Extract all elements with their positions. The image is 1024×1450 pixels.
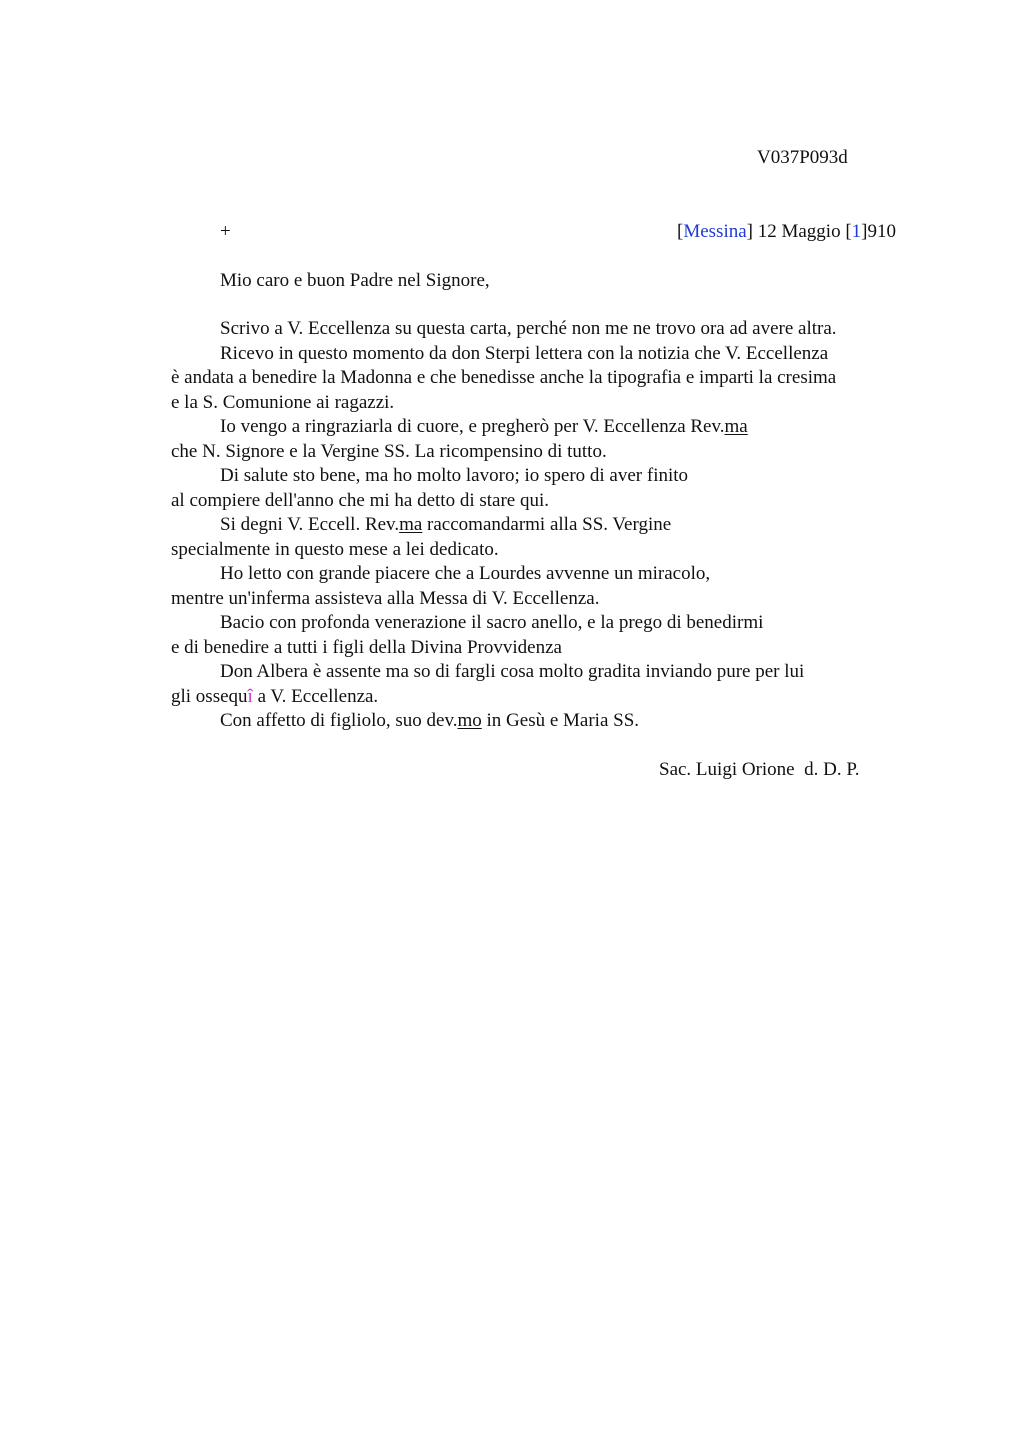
date-year-digit: 1 (851, 221, 862, 242)
closing-text-a: Con affetto di figliolo, suo dev. (220, 710, 458, 731)
abbreviation-ma: ma (399, 514, 423, 535)
date-year-rest: ]910 (861, 221, 896, 242)
paragraph-8-text-a: gli ossequ (171, 685, 248, 707)
paragraph-5-text-a: Si degni V. Eccell. Rev. (220, 514, 400, 535)
editorial-mark: î (247, 685, 253, 707)
paragraph-5-line-1 (171, 513, 911, 538)
paragraph-2-line-2: è andata a benedire la Madonna e che benedisse anche la tipografia e imparti la cresima (171, 367, 837, 388)
date-bracket-open: [ (677, 221, 684, 242)
paragraph-1-line-1: Scrivo a V. Eccellenza su questa carta, perché non me ne trovo ora ad avere altra. (220, 318, 837, 339)
date-day-month: ] 12 Maggio [ (746, 221, 852, 242)
letter-body (171, 317, 911, 734)
paragraph-7-line-2: e di benedire a tutti i figli della Divina Provvidenza (171, 636, 562, 658)
paragraph-5-line-2: specialmente in questo mese a lei dedicato. (171, 538, 499, 560)
document-id: V037P093d (757, 147, 848, 168)
salutation: Mio caro e buon Padre nel Signore, (220, 270, 490, 291)
abbreviation-ma: ma (724, 416, 748, 437)
paragraph-3-text: Io vengo a ringraziarla di cuore, e pregherò per V. Eccellenza Rev. (220, 416, 725, 437)
paragraph-8-line-1: Don Albera è assente ma so di fargli cosa molto gradita inviando pure per lui (220, 661, 805, 682)
date-place: Messina (683, 221, 747, 242)
abbreviation-mo: mo (457, 710, 482, 731)
signature: Sac. Luigi Orione d. D. P. (659, 759, 860, 780)
cross-symbol: + (220, 221, 231, 242)
paragraph-3-line-1 (171, 415, 911, 440)
paragraph-8-line-2 (171, 685, 911, 710)
paragraph-7-line-1: Bacio con profonda venerazione il sacro anello, e la prego di benedirmi (220, 612, 764, 633)
paragraph-4-line-2: al compiere dell'anno che mi ha detto di stare qui. (171, 489, 550, 511)
paragraph-6-line-2: mentre un'inferma assisteva alla Messa di V. Eccellenza. (171, 587, 600, 609)
paragraph-2-line-1: Ricevo in questo momento da don Sterpi lettera con la notizia che V. Eccellenza (220, 342, 829, 364)
dateline (677, 220, 896, 244)
paragraph-6-line-1: Ho letto con grande piacere che a Lourdes avvenne un miracolo, (220, 563, 711, 584)
paragraph-5-text-b: raccomandarmi alla SS. Vergine (422, 514, 672, 535)
paragraph-4-line-1: Di salute sto bene, ma ho molto lavoro; io spero di aver finito (220, 465, 689, 486)
paragraph-2-line-3: e la S. Comunione ai ragazzi. (171, 391, 395, 413)
closing-line (171, 709, 911, 734)
closing-text-b: in Gesù e Maria SS. (481, 710, 640, 731)
paragraph-8-text-b: a V. Eccellenza. (252, 685, 379, 707)
paragraph-3-line-2: che N. Signore e la Vergine SS. La ricompensino di tutto. (171, 440, 607, 462)
